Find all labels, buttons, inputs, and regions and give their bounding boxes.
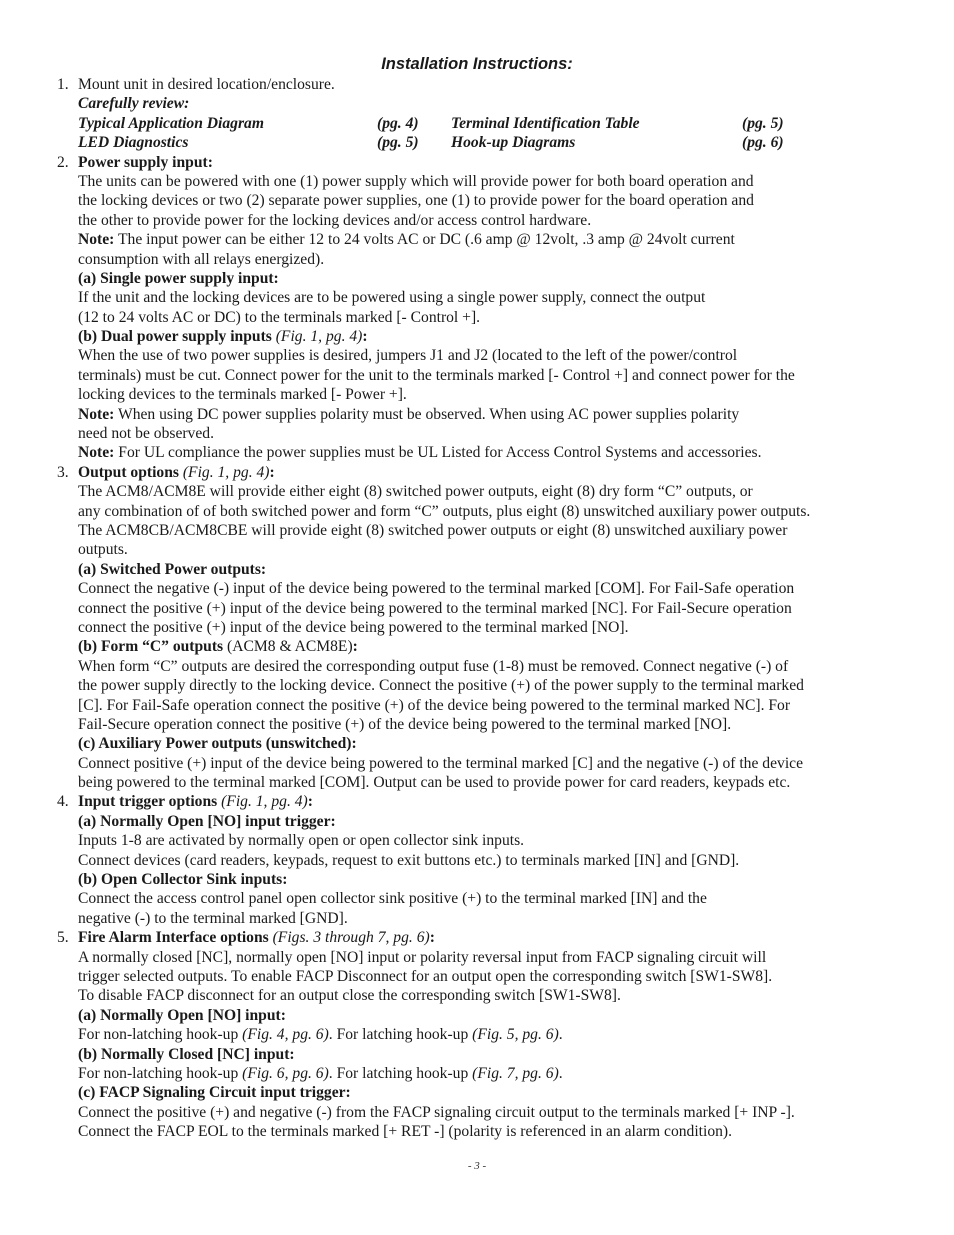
heading-colon: : bbox=[352, 638, 358, 656]
step-text: Mount unit in desired location/enclosure. bbox=[78, 76, 335, 93]
instructions-body bbox=[0, 75, 954, 1141]
text-line: outputs. bbox=[78, 541, 128, 559]
heading-colon: : bbox=[307, 793, 313, 811]
section-heading: Input trigger options bbox=[78, 793, 218, 811]
text-line: the other to provide power for the locking devices and/or access control hardware. bbox=[78, 211, 592, 229]
subsection-title: (c) Auxiliary Power outputs (unswitched): bbox=[78, 735, 357, 753]
note-text: For UL compliance the power supplies must be UL Listed for Access Control Systems and accessories. bbox=[114, 444, 762, 462]
text-line: (12 to 24 volts AC or DC) to the terminals marked [- Control +]. bbox=[78, 308, 481, 326]
subsection-title: (b) Form “C” outputs bbox=[78, 638, 224, 656]
text-line: When form “C” outputs are desired the corresponding output fuse (1-8) must be removed. Connect negative (-) of bbox=[78, 657, 789, 675]
note-label: Note: bbox=[78, 231, 115, 249]
section-heading: Power supply input: bbox=[78, 153, 213, 171]
note-text: When using DC power supplies polarity must be observed. When using AC power supplies polarity bbox=[114, 405, 740, 423]
text-line: The units can be powered with one (1) power supply which will provide power for both board operation and bbox=[78, 172, 754, 190]
figure-reference: (Fig. 4, pg. 6) bbox=[242, 1026, 329, 1044]
note-label: Note: bbox=[78, 444, 115, 462]
heading-colon: : bbox=[362, 328, 368, 346]
reference-label: LED Diagnostics bbox=[78, 134, 189, 152]
section-heading: Output options bbox=[78, 463, 179, 481]
text-line: If the unit and the locking devices are to be powered using a single power supply, connect the output bbox=[78, 289, 706, 307]
note-line bbox=[0, 230, 954, 249]
subsection-heading bbox=[0, 269, 954, 288]
reference-label: Hook-up Diagrams bbox=[451, 134, 576, 152]
step-2 bbox=[0, 153, 954, 172]
figure-reference: (Fig. 7, pg. 6) bbox=[472, 1064, 559, 1082]
step-5 bbox=[0, 928, 954, 947]
hookup-text: . bbox=[558, 1026, 563, 1044]
text-line: Connect the FACP EOL to the terminals marked [+ RET -] (polarity is referenced in an alarm condition). bbox=[78, 1123, 733, 1141]
text-line: [C]. For Fail-Safe operation connect the positive (+) of the device being powered to the terminal marked NC]. For bbox=[78, 696, 791, 714]
review-label-line bbox=[0, 94, 954, 113]
heading-colon: : bbox=[429, 929, 435, 947]
note-label: Note: bbox=[78, 405, 115, 423]
section-heading: Fire Alarm Interface options bbox=[78, 929, 269, 947]
reference-row bbox=[0, 114, 954, 133]
hookup-text: . For latching hook-up bbox=[328, 1064, 473, 1082]
text-line: negative (-) to the terminal marked [GND]. bbox=[78, 909, 348, 927]
text-line: Inputs 1-8 are activated by normally open or open collector sink inputs. bbox=[78, 832, 525, 850]
subsection-heading bbox=[0, 327, 954, 346]
figure-reference: (Fig. 1, pg. 4) bbox=[178, 463, 270, 481]
note-line bbox=[0, 405, 954, 424]
text-line: To disable FACP disconnect for an output close the corresponding switch [SW1-SW8]. bbox=[78, 987, 621, 1005]
reference-row bbox=[0, 133, 954, 152]
subsection-title: (b) Open Collector Sink inputs: bbox=[78, 871, 288, 889]
text-line: Connect the access control panel open collector sink positive (+) to the terminal marked [IN] and the bbox=[78, 890, 707, 908]
text-line: consumption with all relays energized). bbox=[78, 250, 325, 268]
text-line: connect the positive (+) input of the device being powered to the terminal marked [NC]. For Fail-Secure operation bbox=[78, 599, 792, 617]
subsection-heading bbox=[0, 870, 954, 889]
note-line bbox=[0, 443, 954, 462]
text-line: Fail-Secure operation connect the positive (+) of the device being powered to the terminal marked [NO]. bbox=[78, 715, 732, 733]
step-number: 5. bbox=[57, 929, 69, 947]
step-4 bbox=[0, 792, 954, 811]
text-line: When the use of two power supplies is desired, jumpers J1 and J2 (located to the left of the power/control bbox=[78, 347, 738, 365]
text-line: Connect devices (card readers, keypads, request to exit buttons etc.) to terminals marked [IN] and [GND]. bbox=[78, 851, 740, 869]
subsection-heading bbox=[0, 560, 954, 579]
text-line: The ACM8CB/ACM8CBE will provide eight (8) switched power outputs or eight (8) unswitched auxiliary power bbox=[78, 521, 788, 539]
subsection-title: (a) Switched Power outputs: bbox=[78, 560, 267, 578]
reference-label: Terminal Identification Table bbox=[451, 114, 640, 132]
reference-page: (pg. 5) bbox=[377, 134, 419, 152]
text-line: trigger selected outputs. To enable FACP Disconnect for an output open the corresponding switch [SW1-SW8]. bbox=[78, 967, 773, 985]
text-line: terminals) must be cut. Connect power for the unit to the terminals marked [- Control +] and connect power for the bbox=[78, 366, 795, 384]
hookup-line bbox=[0, 1064, 954, 1083]
text-line: any combination of of both switched power and form “C” outputs, plus eight (8) unswitched auxiliary power outputs. bbox=[78, 502, 811, 520]
hookup-text: . For latching hook-up bbox=[328, 1026, 473, 1044]
reference-page: (pg. 6) bbox=[742, 134, 784, 152]
subsection-heading bbox=[0, 812, 954, 831]
subsection-title: (c) FACP Signaling Circuit input trigger: bbox=[78, 1084, 351, 1102]
page-number: - 3 - bbox=[467, 1160, 487, 1172]
figure-reference: (Fig. 1, pg. 4) bbox=[271, 328, 363, 346]
reference-page: (pg. 4) bbox=[377, 114, 419, 132]
reference-label: Typical Application Diagram bbox=[78, 114, 264, 132]
reference-page: (pg. 5) bbox=[742, 114, 784, 132]
text-line: the power supply directly to the locking device. Connect the positive (+) of the power supply to the terminal marked bbox=[78, 677, 804, 695]
step-3 bbox=[0, 463, 954, 482]
step-number: 2. bbox=[57, 153, 69, 171]
subsection-title: (b) Dual power supply inputs bbox=[78, 328, 272, 346]
subsection-heading bbox=[0, 734, 954, 753]
figure-reference: (Fig. 6, pg. 6) bbox=[242, 1064, 329, 1082]
review-label: Carefully review: bbox=[78, 95, 190, 113]
text-line: connect the positive (+) input of the device being powered to the terminal marked [NO]. bbox=[78, 618, 629, 636]
text-line: being powered to the terminal marked [COM]. Output can be used to provide power for card readers, keypads etc. bbox=[78, 774, 791, 792]
text-line: the locking devices or two (2) separate power supplies, one (1) to provide power for the board operation and bbox=[78, 192, 754, 210]
text-line: Connect positive (+) input of the device being powered to the terminal marked [C] and the negative (-) of the device bbox=[78, 754, 803, 772]
hookup-text: For non-latching hook-up bbox=[78, 1026, 243, 1044]
page-title: Installation Instructions: bbox=[381, 55, 573, 73]
subsection-heading bbox=[0, 637, 954, 656]
text-line: Connect the positive (+) and negative (-) from the FACP signaling circuit output to the terminals marked [+ INP -]. bbox=[78, 1103, 795, 1121]
step-number: 4. bbox=[57, 793, 69, 811]
figure-reference: (Fig. 1, pg. 4) bbox=[217, 793, 308, 811]
subsection-title: (b) Normally Closed [NC] input: bbox=[78, 1045, 295, 1063]
subsection-heading bbox=[0, 1045, 954, 1064]
hookup-text: For non-latching hook-up bbox=[78, 1064, 243, 1082]
subsection-title: (a) Single power supply input: bbox=[78, 269, 279, 287]
subsection-heading bbox=[0, 1083, 954, 1102]
model-names: (ACM8 & ACM8E) bbox=[223, 638, 353, 656]
subsection-title: (a) Normally Open [NO] input: bbox=[78, 1006, 286, 1024]
step-number: 3. bbox=[57, 463, 69, 481]
subsection-heading bbox=[0, 1006, 954, 1025]
hookup-line bbox=[0, 1025, 954, 1044]
text-line: need not be observed. bbox=[78, 425, 214, 443]
text-line: Connect the negative (-) input of the device being powered to the terminal marked [COM]. For Fail-Safe operation bbox=[78, 580, 795, 598]
figure-reference: (Figs. 3 through 7, pg. 6) bbox=[268, 929, 430, 947]
figure-reference: (Fig. 5, pg. 6) bbox=[472, 1026, 559, 1044]
text-line: locking devices to the terminals marked [- Power +]. bbox=[78, 386, 407, 404]
text-line: A normally closed [NC], normally open [NO] input or polarity reversal input from FACP signaling circuit will bbox=[78, 948, 767, 966]
subsection-title: (a) Normally Open [NO] input trigger: bbox=[78, 812, 336, 830]
hookup-text: . bbox=[558, 1064, 563, 1082]
heading-colon: : bbox=[269, 463, 275, 481]
text-line: The ACM8/ACM8E will provide either eight (8) switched power outputs, eight (8) dry form “C” outputs, or bbox=[78, 483, 753, 501]
step-number: 1. bbox=[57, 76, 69, 93]
note-text: The input power can be either 12 to 24 volts AC or DC (.6 amp @ 12volt, .3 amp @ 24volt current bbox=[114, 231, 735, 249]
step-1 bbox=[0, 75, 954, 94]
